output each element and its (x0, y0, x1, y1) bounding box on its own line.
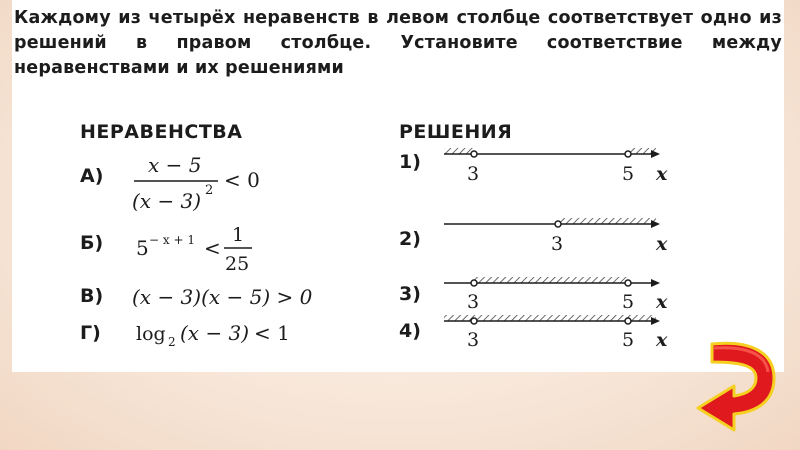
inequality-label-v: В) (80, 285, 104, 307)
number-line-1 (444, 148, 668, 185)
inequality-a-denominator: (x − 3) (132, 189, 202, 213)
variable-label: x (656, 233, 668, 255)
inequality-a-numerator: x − 5 (148, 153, 202, 177)
inequality-v-expression: (x − 3)(x − 5) > 0 (132, 285, 313, 309)
open-point (471, 280, 477, 286)
open-point (555, 221, 561, 227)
inequality-g-log: log (136, 323, 166, 345)
point-label: 3 (467, 163, 480, 185)
point-label: 5 (622, 291, 635, 313)
inequalities-header: НЕРАВЕНСТВА (80, 121, 243, 143)
inequality-a-relation: < 0 (224, 168, 260, 192)
shaded-region-middle (474, 277, 628, 283)
point-label: 5 (622, 329, 635, 351)
solution-label-1: 1) (399, 151, 421, 173)
inequality-b-frac-num: 1 (232, 224, 245, 246)
return-arrow-shape (698, 343, 774, 430)
inequality-a-formula (128, 148, 278, 218)
inequality-b-exponent: − x + 1 (149, 233, 195, 247)
open-point (625, 318, 631, 324)
solution-label-4: 4) (399, 320, 421, 342)
inequality-b-frac-den: 25 (225, 253, 250, 275)
variable-label: x (656, 291, 668, 313)
task-text: Каждому из четырёх неравенств в левом столбце соответствует одно из решений в правом столбце. Установите соответствие между неравенствами и их решениями (14, 8, 782, 78)
open-point (625, 151, 631, 157)
number-line-3 (444, 277, 668, 313)
open-point (625, 280, 631, 286)
inequality-v-formula (128, 280, 348, 314)
inequality-b-base: 5 (136, 236, 149, 260)
inequality-b-formula (128, 222, 278, 282)
number-line-2 (444, 218, 668, 255)
inequality-label-g: Г) (80, 322, 101, 344)
solution-label-2: 2) (399, 228, 421, 250)
solution-label-3: 3) (399, 283, 421, 305)
inequality-g-relation: < 1 (254, 321, 290, 345)
inequality-g-argument: (x − 3) (180, 321, 250, 345)
inequality-b-relation: < (204, 236, 221, 260)
point-label: 3 (467, 291, 480, 313)
inequality-g-base: 2 (168, 335, 176, 349)
number-line-4 (444, 315, 668, 351)
solutions-header: РЕШЕНИЯ (399, 121, 513, 143)
point-label: 5 (622, 163, 635, 185)
inequality-a-exponent: 2 (205, 183, 214, 198)
variable-label: x (656, 163, 668, 185)
open-point (471, 151, 477, 157)
variable-label: x (656, 329, 668, 351)
point-label: 3 (551, 233, 564, 255)
point-label: 3 (467, 329, 480, 351)
shaded-region-right (558, 218, 656, 224)
inequality-label-a: А) (80, 165, 104, 187)
shaded-region-left (444, 148, 474, 154)
inequality-label-b: Б) (80, 232, 104, 254)
inequality-g-formula (128, 316, 348, 354)
solutions-number-lines (430, 140, 680, 365)
open-point (471, 318, 477, 324)
axis-arrow (651, 279, 660, 287)
curved-return-arrow-icon[interactable] (690, 334, 785, 438)
